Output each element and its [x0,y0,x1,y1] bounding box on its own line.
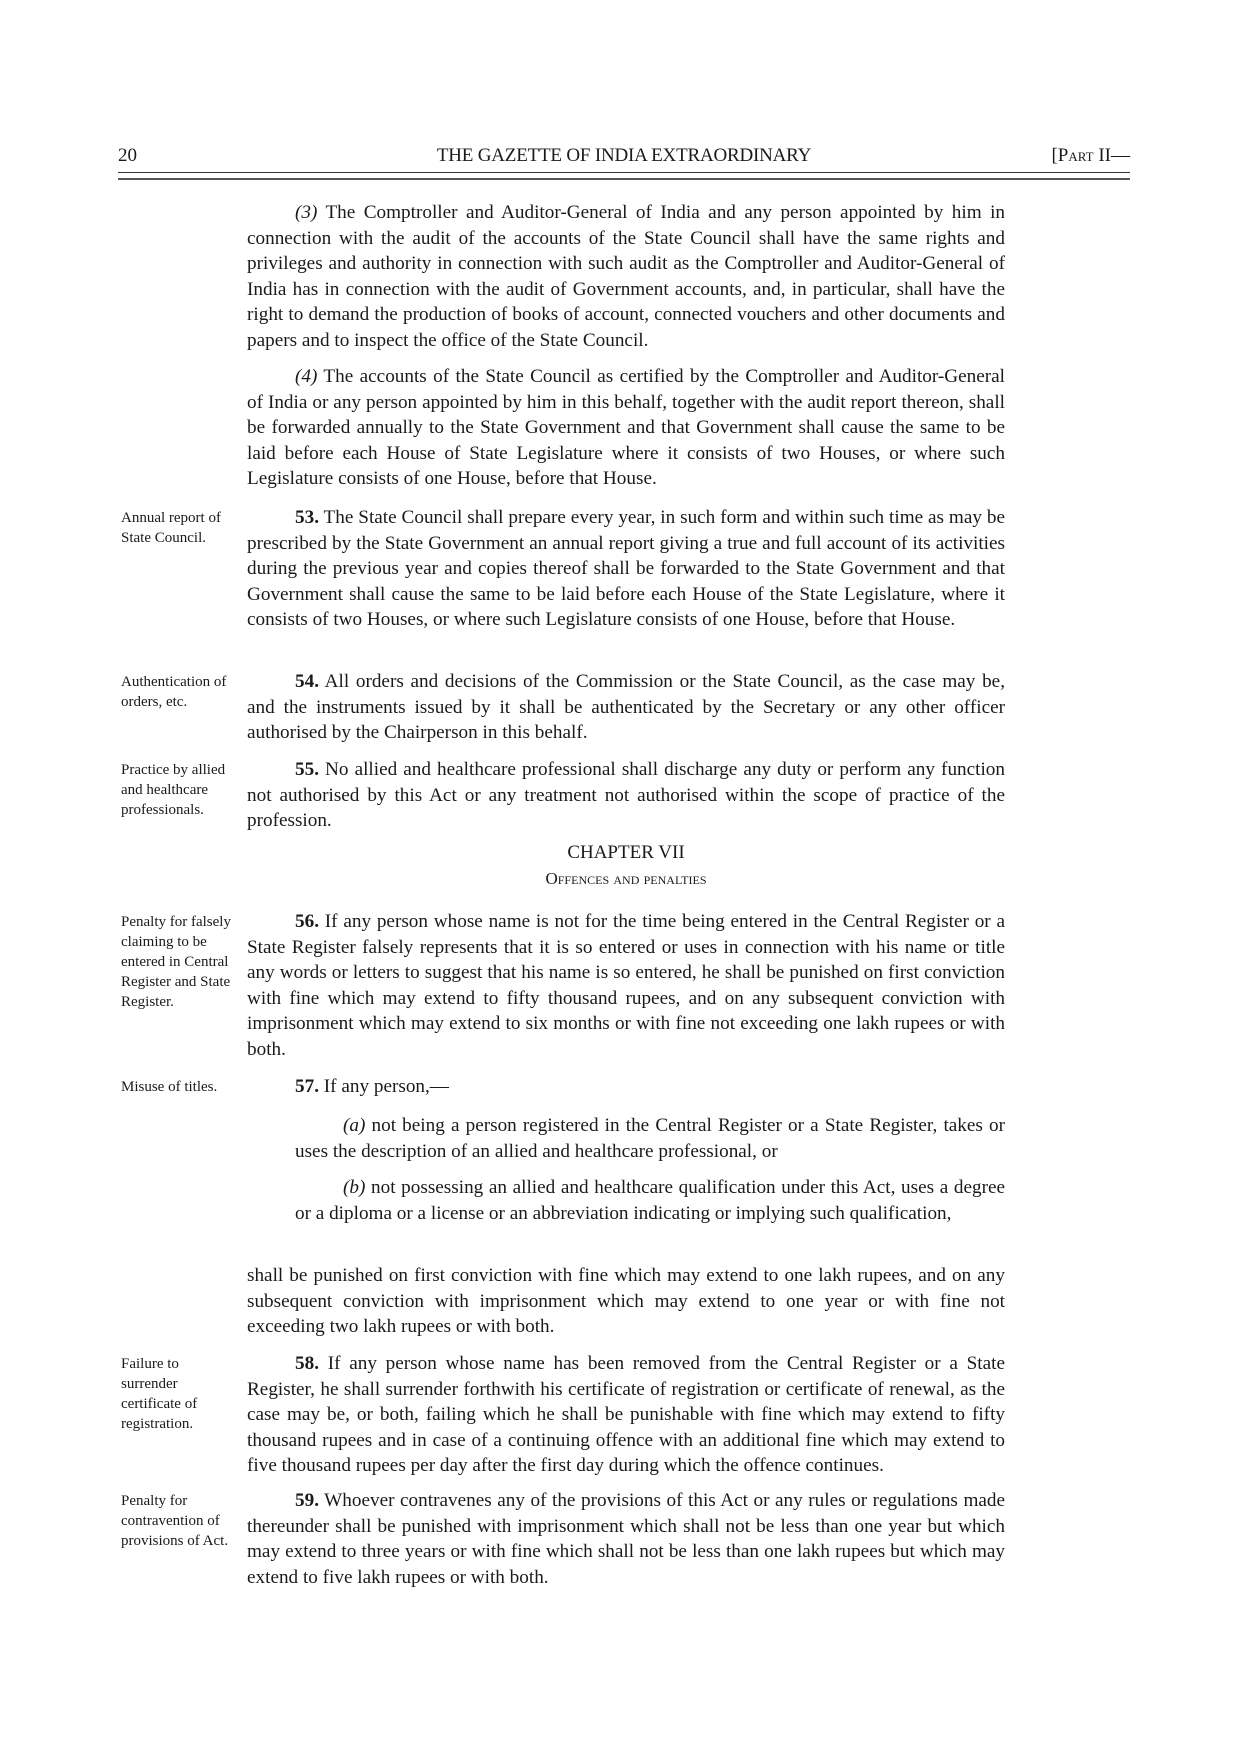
margin-note-56: Penalty for falsely claiming to be entered in Central Register and State Register. [121,914,231,1010]
section-number: 59. [295,1490,319,1511]
section-58 [247,1351,1005,1479]
section-number: 53. [295,507,319,528]
chapter-subtitle: Offences and penalties [545,869,707,888]
subsection-label: (4) [295,366,318,387]
clause-57a [247,1113,1005,1164]
margin-note-57: Misuse of titles. [121,1079,218,1095]
margin-note-55: Practice by allied and healthcare professionals. [121,762,226,818]
section-text: If any person whose name has been removed from the Central Register or a State Register, he shall surrender forthwith his certificate of registration or certificate of renewal, as the case may be, or both, failing which he shall be punishable with fine which may extend to fifty thousand rupees and in case of a continuing offence with an additional fine which may extend to five thousand rupees per day after the first day during which the offence continues. [247,1353,1005,1477]
clause-text: not possessing an allied and healthcare qualification under this Act, uses a degree or a diploma or a license or an abbreviation indicating or implying such qualification, [295,1177,1005,1224]
section-text: If any person whose name is not for the time being entered in the Central Register or a State Register falsely represents that it is so entered or uses in connection with his name or title any words or letters to suggest that his name is so entered, he shall be punished on first conviction with fine which may extend to fifty thousand rupees, and on any subsequent conviction with imprisonment which may extend to six months or with fine not exceeding one lakh rupees or with both. [247,911,1005,1060]
subsection-label: (3) [295,202,318,223]
section-number: 56. [295,911,319,932]
subsection-text: The Comptroller and Auditor-General of India and any person appointed by him in connection with the audit of the accounts of the State Council shall have the same rights and privileges and authority in connection with such audit as the Comptroller and Auditor-General of India has in connection with the audit of Government accounts, and, in particular, shall have the right to demand the production of books of account, connected vouchers and other documents and papers and to inspect the office of the State Council. [247,202,1005,351]
part-label: [Part II— [1051,145,1130,166]
section-number: 55. [295,759,319,780]
section-53 [247,505,1005,633]
subsection-text: The accounts of the State Council as certified by the Comptroller and Auditor-General of India or any person appointed by him in this behalf, together with the audit report thereon, shall be forwarded annually to the State Government and that Government shall cause the same to be laid before each House of State Legislature where it consists of two Houses, or where such Legislature consists of one House, before that House. [247,366,1005,490]
section-text: If any person,— [318,1076,449,1097]
section-55 [247,757,1005,834]
clause-text: not being a person registered in the Central Register or a State Register, takes or uses the description of an allied and healthcare professional, or [295,1115,1005,1162]
section-56 [247,909,1005,1063]
section-59 [247,1488,1005,1590]
section-number: 58. [295,1353,319,1374]
subsection-4 [247,364,1005,492]
section-57 [247,1074,1005,1100]
section-text: Whoever contravenes any of the provisions of this Act or any rules or regulations made thereunder shall be punished with imprisonment which shall not be less than one year but which may extend to three years or with fine which shall not be less than one lakh rupees but which may extend to five lakh rupees or with both. [247,1490,1005,1588]
section-54 [247,669,1005,746]
section-text: shall be punished on first conviction with fine which may extend to one lakh rupees, and on any subsequent conviction with imprisonment which may extend to one year or with fine not exceeding two lakh rupees or with both. [247,1265,1005,1338]
chapter-heading [247,840,1005,892]
page-number: 20 [118,145,137,166]
margin-note-58: Failure to surrender certificate of registration. [121,1356,198,1432]
subsection-3 [247,200,1005,354]
section-text: No allied and healthcare professional shall discharge any duty or perform any function not authorised by this Act or any treatment not authorised within the scope of practice of the profession. [247,759,1005,832]
header-rule-bottom [118,178,1130,180]
section-text: The State Council shall prepare every year, in such form and within such time as may be prescribed by the State Government an annual report giving a true and full account of its activities during the previous year and copies thereof shall be forwarded to the State Government and that Government shall cause the same to be laid before each House of the State Legislature, where it consists of two Houses, or where such Legislature consists of one House, before that House. [247,507,1005,631]
clause-label: (a) [343,1115,366,1136]
header-rule-top [118,172,1130,173]
clause-57b [247,1175,1005,1226]
section-text: All orders and decisions of the Commission or the State Council, as the case may be, and the instruments issued by it shall be authenticated by the Secretary or any other officer authorised by the Chairperson in this behalf. [247,671,1005,744]
margin-note-53: Annual report of State Council. [121,510,221,546]
margin-note-54: Authentication of orders, etc. [121,674,227,710]
section-57-tail [247,1263,1005,1340]
clause-label: (b) [343,1177,366,1198]
section-number: 54. [295,671,319,692]
chapter-title: CHAPTER VII [567,842,685,863]
page-header [118,143,1130,169]
gazette-title: THE GAZETTE OF INDIA EXTRAORDINARY [436,145,812,166]
margin-note-59: Penalty for contravention of provisions of Act. [121,1493,229,1549]
section-number: 57. [295,1076,319,1097]
